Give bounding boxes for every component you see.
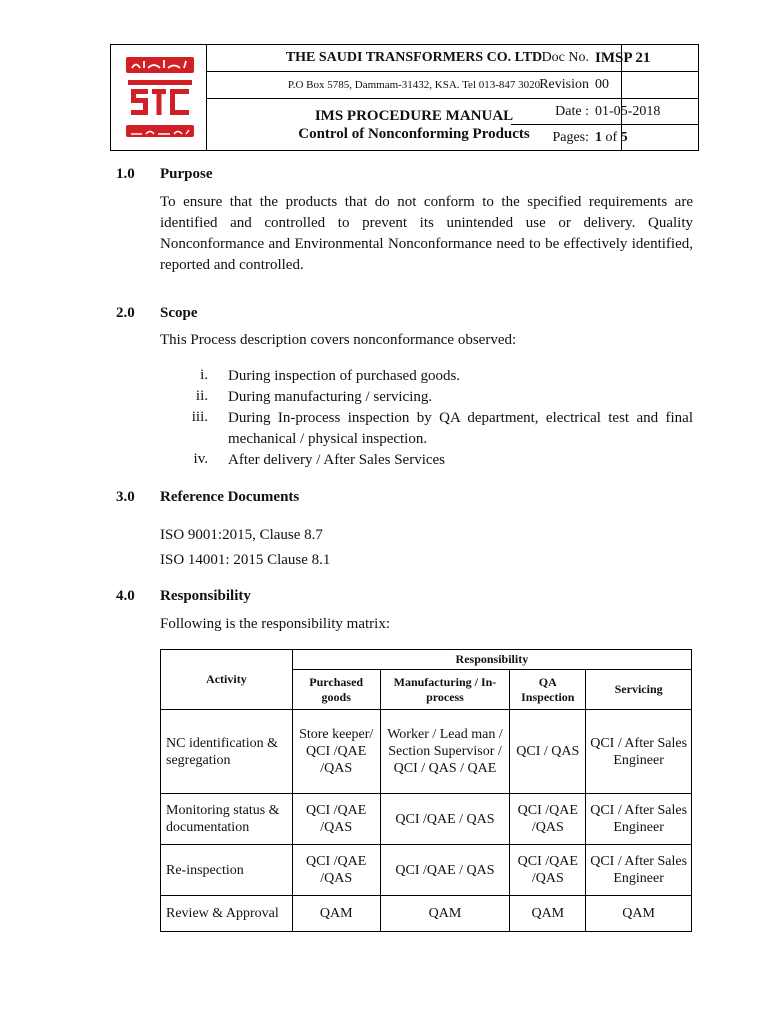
matrix-cell: QCI /QAE / QAS xyxy=(380,794,510,845)
matrix-cell: QCI /QAE /QAS xyxy=(510,845,586,896)
matrix-cell: QAM xyxy=(380,896,510,932)
matrix-cell: QCI / After Sales Engineer xyxy=(586,845,692,896)
matrix-cell: QCI /QAE /QAS xyxy=(292,794,380,845)
table-row xyxy=(161,896,692,932)
company-name: THE SAUDI TRANSFORMERS CO. LTD xyxy=(285,50,543,65)
revision-label: Revision xyxy=(539,77,589,92)
activity-cell: Monitoring status & documentation xyxy=(161,794,293,845)
scope-item-text: After delivery / After Sales Services xyxy=(228,452,446,468)
reference-item: ISO 14001: 2015 Clause 8.1 xyxy=(160,552,331,568)
logo-cell xyxy=(111,45,207,150)
logo-arabic-top xyxy=(126,57,194,73)
matrix-cell: QCI /QAE /QAS xyxy=(292,845,380,896)
activity-header: Activity xyxy=(161,650,293,710)
section-number-scope: 2.0 xyxy=(116,305,135,321)
pages-label: Pages: xyxy=(552,129,589,145)
scope-item-number: iv. xyxy=(193,451,208,467)
section-number-references: 3.0 xyxy=(116,489,135,505)
matrix-cell: QCI /QAE /QAS xyxy=(510,794,586,845)
doc-no-row xyxy=(511,45,698,72)
pages-of: of xyxy=(605,129,618,145)
scope-item-number: ii. xyxy=(195,388,208,404)
section-number-responsibility: 4.0 xyxy=(116,588,135,604)
pages-current: 1 xyxy=(595,129,602,145)
manual-title: IMS PROCEDURE MANUAL xyxy=(314,108,514,124)
stc-logo-mark xyxy=(128,79,192,121)
matrix-cell: QCI / After Sales Engineer xyxy=(586,794,692,845)
activity-cell: Re-inspection xyxy=(161,845,293,896)
matrix-cell: QAM xyxy=(510,896,586,932)
scope-item-text: During In-process inspection by QA department, electrical test and final mechanical / physical inspection. xyxy=(228,410,693,447)
logo-arabic-bottom xyxy=(126,125,194,137)
section-title-scope: Scope xyxy=(160,305,198,321)
responsibility-matrix xyxy=(160,649,692,932)
section-number-purpose: 1.0 xyxy=(116,166,135,182)
reference-item: ISO 9001:2015, Clause 8.7 xyxy=(160,527,323,543)
matrix-cell: QCI / After Sales Engineer xyxy=(586,710,692,794)
matrix-cell: QAM xyxy=(586,896,692,932)
column-header: Purchased goods xyxy=(292,670,380,710)
column-header: QA Inspection xyxy=(510,670,586,710)
scope-item-text: During inspection of purchased goods. xyxy=(228,368,461,384)
doc-no-value: IMSP 21 xyxy=(595,49,651,66)
responsibility-intro: Following is the responsibility matrix: xyxy=(160,616,390,632)
responsibility-header: Responsibility xyxy=(292,650,691,670)
activity-cell: Review & Approval xyxy=(161,896,293,932)
matrix-cell: Worker / Lead man / Section Supervisor / QCI / QAS / QAE xyxy=(380,710,510,794)
date-value: 01-05-2018 xyxy=(595,103,661,119)
section-title-purpose: Purpose xyxy=(160,166,213,182)
scope-intro: This Process description covers nonconformance observed: xyxy=(160,332,517,348)
table-row xyxy=(161,710,692,794)
company-address: P.O Box 5785, Dammam-31432, KSA. Tel 013-847 3020 xyxy=(287,79,541,91)
matrix-header-row xyxy=(161,650,692,670)
pages-total: 5 xyxy=(620,129,628,145)
company-logo xyxy=(126,57,194,139)
matrix-cell: Store keeper/ QCI /QAE /QAS xyxy=(292,710,380,794)
matrix-cell: QAM xyxy=(292,896,380,932)
procedure-title: Control of Nonconforming Products xyxy=(298,126,530,142)
date-label: Date : xyxy=(555,103,589,119)
date-row xyxy=(511,99,698,125)
scope-item-number: i. xyxy=(200,367,208,383)
matrix-cell: QCI /QAE / QAS xyxy=(380,845,510,896)
activity-cell: NC identification & segregation xyxy=(161,710,293,794)
pages-row xyxy=(511,125,698,150)
scope-item-text: During manufacturing / servicing. xyxy=(228,389,433,405)
scope-item-number: iii. xyxy=(191,409,208,425)
revision-row xyxy=(511,72,698,99)
column-header: Manufacturing / In-process xyxy=(380,670,510,710)
section-title-responsibility: Responsibility xyxy=(160,588,251,604)
section-title-references: Reference Documents xyxy=(160,489,300,505)
purpose-text: To ensure that the products that do not conform to the specified requirements are identified and controlled to prevent its unintended use or delivery. Quality Nonconformance and Environmental Nonconformance need to be effectively identified, reported and controlled. xyxy=(160,194,693,273)
document-meta xyxy=(511,45,698,150)
table-row xyxy=(161,845,692,896)
table-row xyxy=(161,794,692,845)
doc-no-label: Doc No. xyxy=(541,50,589,65)
matrix-cell: QCI / QAS xyxy=(510,710,586,794)
column-header: Servicing xyxy=(586,670,692,710)
revision-value: 00 xyxy=(595,77,609,92)
